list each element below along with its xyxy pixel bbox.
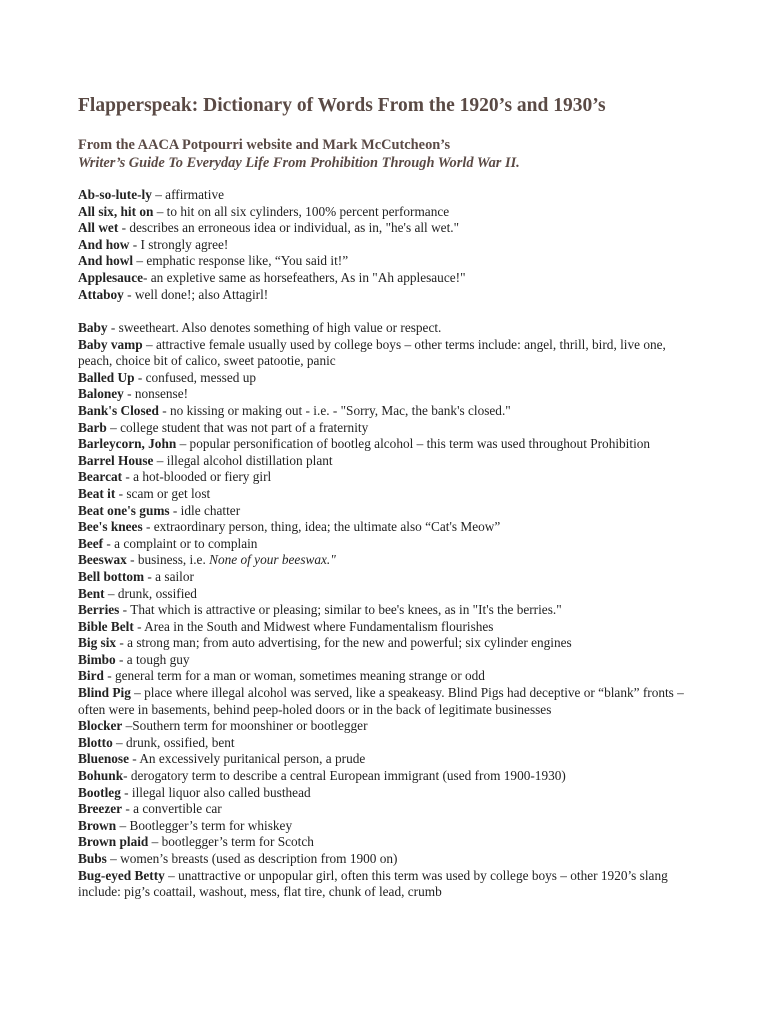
entry-term: Bee's knees <box>78 519 143 535</box>
entry-term: Bubs <box>78 851 107 866</box>
entry-definition: - An excessively puritanical person, a prude <box>128 751 366 767</box>
entry-definition: - a tough guy <box>115 651 190 667</box>
entry-term: Blind Pig <box>78 685 131 701</box>
entry-term: Bell bottom <box>78 568 145 584</box>
entry-example: None of your beeswax." <box>209 552 336 568</box>
dictionary-entry <box>78 337 698 370</box>
entry-term: Bank's Closed <box>78 402 159 418</box>
dictionary-entry <box>78 668 698 685</box>
entry-definition: - a strong man; from auto advertising, for the new and powerful; six cylinder engines <box>116 635 572 651</box>
dictionary-entry <box>78 469 698 486</box>
entry-definition: - a hot-blooded or fiery girl <box>122 469 272 485</box>
entry-definition: - derogatory term to describe a central European immigrant (used from 1900-1930) <box>123 768 566 784</box>
entry-term: Bearcat <box>78 469 123 485</box>
entry-definition: - That which is attractive or pleasing; similar to bee's knees, as in "It's the berries." <box>119 602 562 618</box>
entry-term: Applesauce <box>78 269 144 285</box>
dictionary-entry <box>78 253 698 270</box>
entry-definition: – illegal alcohol distillation plant <box>153 452 333 468</box>
dictionary-entry <box>78 735 698 752</box>
entry-term: Bug-eyed Betty <box>78 867 165 883</box>
dictionary-entry <box>78 320 698 337</box>
entry-term: Bohunk <box>78 768 124 784</box>
dictionary-entry <box>78 519 698 536</box>
entry-term: Bootleg <box>78 784 121 800</box>
entry-definition: - scam or get lost <box>115 485 211 501</box>
entry-definition: - extraordinary person, thing, idea; the ultimate also “Cat's Meow” <box>142 519 501 535</box>
entry-definition: – drunk, ossified, bent <box>112 734 235 750</box>
dictionary-entry <box>78 536 698 553</box>
entry-term: Beat it <box>78 485 116 501</box>
entry-definition: - no kissing or making out - i.e. - "Sorry, Mac, the bank's closed." <box>158 402 511 418</box>
entry-term: Blocker <box>78 718 123 734</box>
entry-definition: – attractive female usually used by college boys – other terms include: angel, thrill, bird, live one, peach, choice bit of calico, sweet patootie, panic <box>78 336 666 369</box>
entry-definition: – affirmative <box>151 187 224 202</box>
entry-term: Bird <box>78 668 104 684</box>
dictionary-entry <box>78 818 698 835</box>
page-title: Flapperspeak: Dictionary of Words From the 1920’s and 1930’s <box>78 95 606 116</box>
entry-term: Baloney <box>78 386 124 402</box>
entry-definition: – bootlegger’s term for Scotch <box>148 834 314 850</box>
source-line-2: Writer’s Guide To Everyday Life From Prohibition Through World War II. <box>78 155 520 171</box>
entry-term: Blotto <box>78 734 113 750</box>
dictionary-entry <box>78 220 698 237</box>
dictionary-entry <box>78 436 698 453</box>
dictionary-entry <box>78 801 698 818</box>
entry-term: Bible Belt <box>78 618 134 634</box>
entry-term: And howl <box>78 253 134 269</box>
dictionary-entry <box>78 486 698 503</box>
dictionary-entry <box>78 868 698 901</box>
dictionary-entry <box>78 718 698 735</box>
entry-definition: - general term for a man or woman, sometimes meaning strange or odd <box>103 668 485 684</box>
entry-definition: – unattractive or unpopular girl, often this term was used by college boys – other 1920’s slang include: pig’s coattail, washout, mess, flat tire, chunk of lead, crumb <box>78 867 668 900</box>
entry-definition: - illegal liquor also called busthead <box>120 784 311 800</box>
entry-term: Barleycorn, John <box>78 436 177 452</box>
dictionary-entry <box>78 287 698 304</box>
dictionary-entry <box>78 785 698 802</box>
entry-definition: - I strongly agree! <box>129 236 229 252</box>
entry-definition: - confused, messed up <box>134 369 257 385</box>
dictionary-entry <box>78 685 698 718</box>
dictionary-entry <box>78 768 698 785</box>
entry-term: All six, hit on <box>78 203 154 219</box>
entry-term: Beat one's gums <box>78 502 170 518</box>
dictionary-entry <box>78 503 698 520</box>
dictionary-entry <box>78 237 698 254</box>
entry-term: Bluenose <box>78 751 129 767</box>
dictionary-entry <box>78 586 698 603</box>
entry-term: Baby vamp <box>78 336 143 352</box>
entry-term: Attaboy <box>78 286 124 302</box>
entry-term: All wet <box>78 220 119 236</box>
dictionary-entry <box>78 370 698 387</box>
dictionary-entry <box>78 403 698 420</box>
entry-term: Barrel House <box>78 452 154 468</box>
entry-term: Big six <box>78 635 117 651</box>
dictionary-entry <box>78 652 698 669</box>
entry-definition: –Southern term for moonshiner or bootlegger <box>122 718 368 734</box>
dictionary-entry <box>78 635 698 652</box>
dictionary-entry <box>78 751 698 768</box>
dictionary-entry <box>78 187 698 204</box>
dictionary-entry <box>78 270 698 287</box>
entry-definition: - a convertible car <box>122 801 222 817</box>
entry-term: Beef <box>78 535 104 551</box>
entries-section-b <box>78 320 698 901</box>
entry-term: Berries <box>78 602 120 618</box>
dictionary-entry <box>78 204 698 221</box>
entry-definition: - a complaint or to complain <box>103 535 258 551</box>
dictionary-entry <box>78 619 698 636</box>
entry-definition: - describes an erroneous idea or individual, as in, "he's all wet." <box>118 220 460 236</box>
entry-term: And how <box>78 236 130 252</box>
entry-definition: - nonsense! <box>123 386 189 402</box>
entry-definition: - an expletive same as horsefeathers, As in "Ah applesauce!" <box>143 269 466 285</box>
dictionary-entry <box>78 552 698 569</box>
entry-definition: – women’s breasts (used as description from 1900 on) <box>106 851 398 866</box>
entry-definition: – place where illegal alcohol was served, like a speakeasy. Blind Pigs had deceptive or “blank” fronts –often were in basements, behind peep-holed doors or in the back of legitimate businesses <box>78 685 684 717</box>
dictionary-entry <box>78 569 698 586</box>
entry-term: Bimbo <box>78 651 116 667</box>
entry-definition: – to hit on all six cylinders, 100% percent performance <box>153 203 450 219</box>
entry-definition: – college student that was not part of a fraternity <box>106 419 369 435</box>
entry-term: Ab-so-lute-ly <box>78 187 152 202</box>
entry-definition: – Bootlegger’s term for whiskey <box>116 817 293 833</box>
entry-term: Brown plaid <box>78 834 149 850</box>
entry-definition: - idle chatter <box>169 502 241 518</box>
entry-definition: – popular personification of bootleg alcohol – this term was used throughout Prohibition <box>176 436 651 452</box>
entry-term: Breezer <box>78 801 123 817</box>
entry-term: Bent <box>78 585 105 601</box>
entries-section-a <box>78 187 698 303</box>
dictionary-entry <box>78 834 698 851</box>
entry-definition: - well done!; also Attagirl! <box>123 286 269 302</box>
entry-term: Barb <box>78 419 107 435</box>
source-line-1: From the AACA Potpourri website and Mark McCutcheon’s <box>78 137 451 153</box>
entry-term: Brown <box>78 817 117 833</box>
entry-definition: - a sailor <box>144 568 194 584</box>
dictionary-entry <box>78 602 698 619</box>
entry-definition: - business, i.e. <box>126 552 210 568</box>
entry-definition: - Area in the South and Midwest where Fundamentalism flourishes <box>133 618 494 634</box>
entry-term: Baby <box>78 320 108 335</box>
entry-definition: – emphatic response like, “You said it!” <box>133 253 349 269</box>
entry-definition: - sweetheart. Also denotes something of high value or respect. <box>107 320 442 335</box>
dictionary-entry <box>78 386 698 403</box>
entry-term: Beeswax <box>78 552 127 568</box>
dictionary-entry <box>78 420 698 437</box>
dictionary-entry <box>78 851 698 868</box>
entry-term: Balled Up <box>78 369 135 385</box>
entry-definition: – drunk, ossified <box>104 585 197 601</box>
dictionary-entry <box>78 453 698 470</box>
